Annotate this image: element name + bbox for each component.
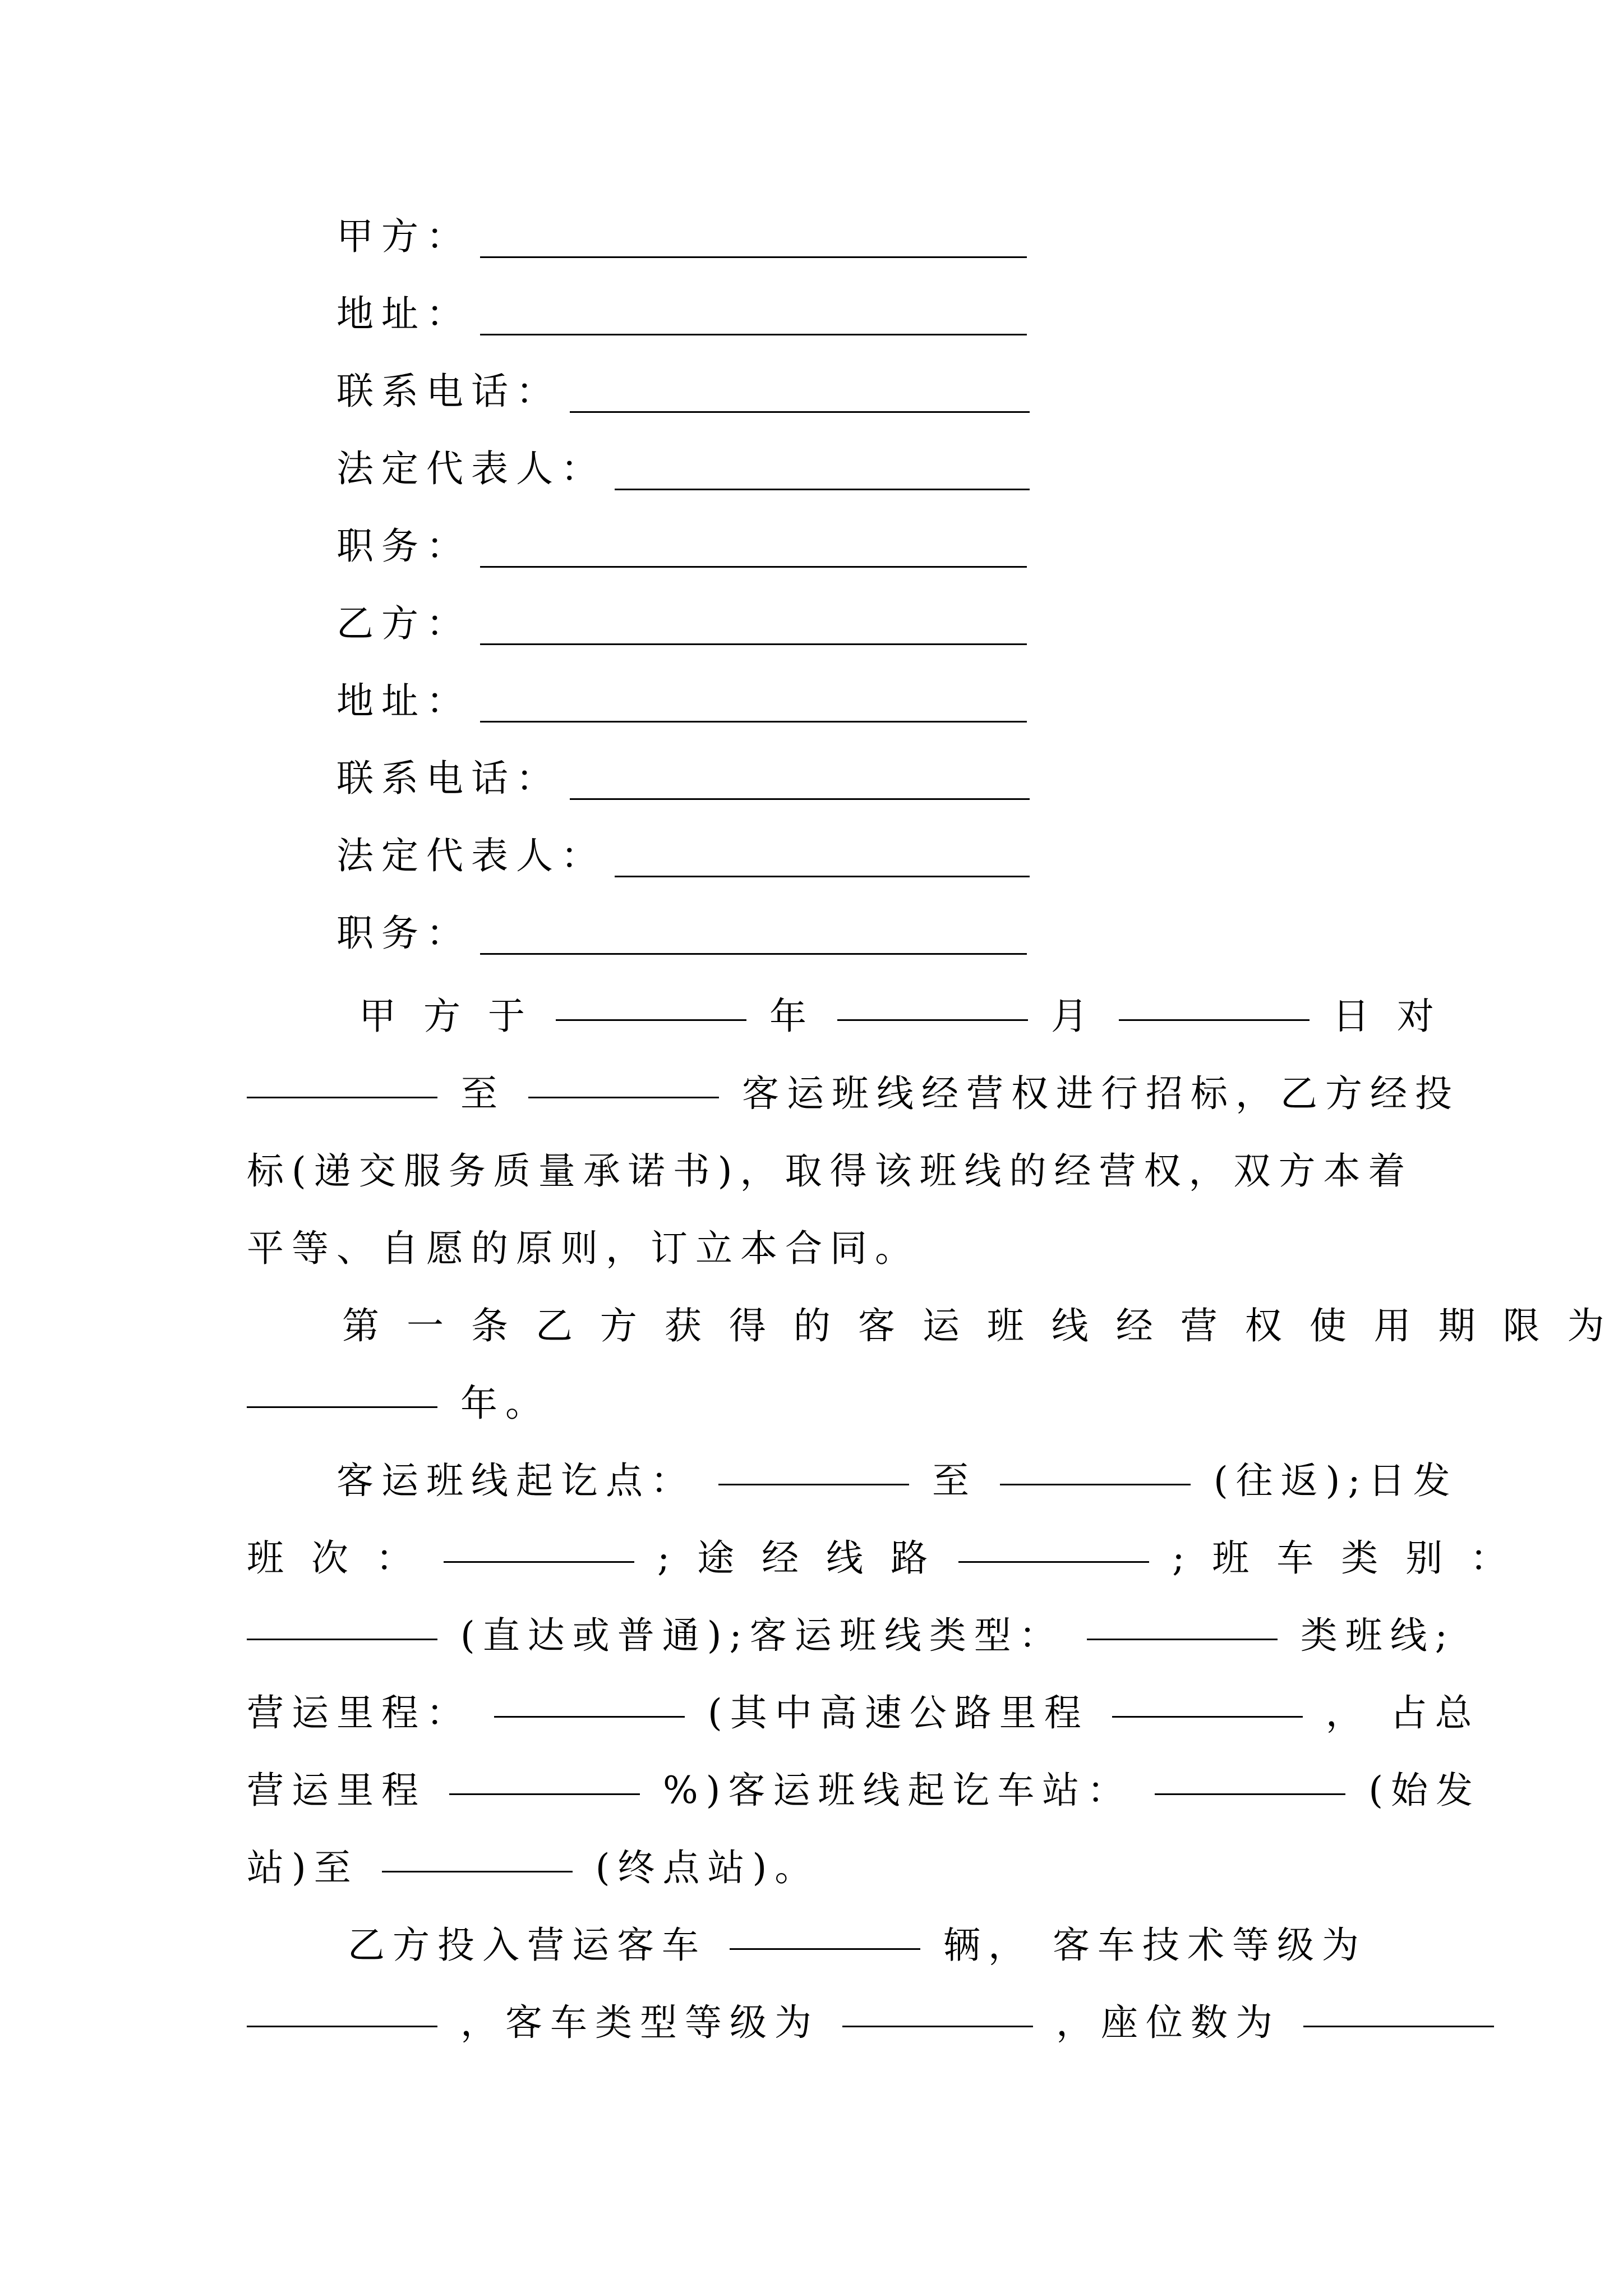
route-text-e: ; 途 经 线 路 <box>657 1536 936 1580</box>
party-b-label: 乙方： <box>336 602 471 645</box>
route-line-5 <box>247 1752 1481 1829</box>
party-a-name-row <box>336 203 1027 270</box>
route-line-3 <box>247 1597 1455 1674</box>
party-b-title-blank[interactable] <box>480 953 1027 955</box>
route-text-a: 客运班线起讫点： <box>336 1459 695 1502</box>
party-b-title-row <box>336 900 1027 967</box>
party-b-name-row <box>336 590 1027 657</box>
party-a-phone-row <box>336 358 1030 425</box>
route-text-k: ， 占总 <box>1325 1691 1480 1734</box>
intro-line-3: 标(递交服务质量承诺书)，取得该班线的经营权，双方本着 <box>247 1149 1413 1193</box>
daily-trips-blank[interactable] <box>444 1561 634 1563</box>
party-b-address-blank[interactable] <box>480 721 1027 723</box>
bus-category-blank[interactable] <box>247 1639 437 1640</box>
vehicle-count-blank[interactable] <box>730 1948 920 1950</box>
party-a-label: 甲方： <box>336 215 471 258</box>
intro-text-a: 甲 方 于 <box>359 995 533 1038</box>
route-line-6 <box>247 1829 1391 1907</box>
type-grade-blank[interactable] <box>842 2026 1033 2027</box>
party-b-name-blank[interactable] <box>480 643 1027 645</box>
route-start-blank[interactable] <box>718 1484 909 1485</box>
route-text-p: (终点站)。 <box>595 1846 820 1889</box>
bid-day-blank[interactable] <box>1119 1019 1310 1021</box>
route-text-m: %)客运班线起讫车站： <box>662 1769 1132 1812</box>
intro-line-2 <box>247 1055 1460 1133</box>
term-years-blank[interactable] <box>247 1406 437 1408</box>
intro-line-4: 平等、自愿的原则，订立本合同。 <box>247 1227 920 1270</box>
intro-text-to: 至 <box>460 1072 505 1115</box>
bid-year-blank[interactable] <box>556 1019 746 1021</box>
origin-station-blank[interactable] <box>1155 1793 1345 1795</box>
vehicle-text-c: ，客车类型等级为 <box>460 2001 819 2044</box>
route-text-d: 班 次 ： <box>247 1536 421 1580</box>
mileage-blank[interactable] <box>494 1716 685 1718</box>
route-text-f: ; 班 车 类 别 ： <box>1172 1536 1515 1580</box>
route-text-o: 站)至 <box>247 1846 359 1889</box>
route-from-blank[interactable] <box>247 1097 437 1098</box>
route-text-c: (往返);日发 <box>1213 1459 1458 1502</box>
route-end-blank[interactable] <box>1000 1484 1191 1485</box>
article1-unit: 年。 <box>460 1382 550 1425</box>
highway-mileage-blank[interactable] <box>1112 1716 1303 1718</box>
party-b-rep-row <box>336 822 1030 890</box>
via-route-blank[interactable] <box>958 1561 1149 1563</box>
party-b-title-label: 职务： <box>336 912 471 955</box>
line-type-blank[interactable] <box>1087 1639 1278 1640</box>
intro-line-1 <box>247 978 1442 1055</box>
intro-text-year: 年 <box>769 995 814 1038</box>
vehicle-text-b: 辆， 客车技术等级为 <box>943 1924 1367 1967</box>
party-a-rep-blank[interactable] <box>615 489 1030 490</box>
party-a-rep-row <box>336 435 1030 503</box>
vehicle-text-d: ，座位数为 <box>1055 2001 1280 2044</box>
intro-text-f: 客运班线经营权进行招标，乙方经投 <box>741 1072 1460 1115</box>
tech-grade-blank[interactable] <box>247 2026 437 2027</box>
party-a-rep-label: 法定代表人： <box>336 447 606 490</box>
vehicle-line-1 <box>247 1907 1391 1984</box>
party-b-phone-label: 联系电话： <box>336 757 561 800</box>
party-b-phone-blank[interactable] <box>570 798 1030 800</box>
route-text-h: 类班线; <box>1300 1614 1455 1657</box>
route-text-l: 营运里程 <box>247 1769 426 1812</box>
party-a-phone-label: 联系电话： <box>336 370 561 413</box>
party-a-phone-blank[interactable] <box>570 411 1030 413</box>
terminal-station-blank[interactable] <box>382 1871 573 1872</box>
route-text-g: (直达或普通);客运班线类型： <box>460 1614 1064 1657</box>
vehicle-line-2 <box>247 1984 1391 2062</box>
party-b-rep-blank[interactable] <box>615 876 1030 877</box>
route-line-4 <box>247 1674 1480 1752</box>
party-a-address-blank[interactable] <box>480 334 1027 335</box>
party-b-rep-label: 法定代表人： <box>336 834 606 877</box>
party-a-title-row <box>336 513 1027 580</box>
party-a-address-label: 地址： <box>336 292 471 335</box>
party-b-phone-row <box>336 745 1030 812</box>
article1-line-1: 第 一 条 乙 方 获 得 的 客 运 班 线 经 营 权 使 用 期 限 为 <box>342 1304 1612 1347</box>
party-b-address-row <box>336 668 1027 735</box>
party-a-address-row <box>336 280 1027 348</box>
intro-text-month: 月 <box>1050 995 1096 1038</box>
article1-line-2 <box>247 1365 1391 1442</box>
party-a-title-label: 职务： <box>336 524 471 568</box>
party-a-name-blank[interactable] <box>480 256 1027 258</box>
route-text-i: 营运里程： <box>247 1691 471 1734</box>
highway-percent-blank[interactable] <box>449 1793 640 1795</box>
party-b-address-label: 地址： <box>336 679 471 723</box>
bid-month-blank[interactable] <box>837 1019 1028 1021</box>
route-to-blank[interactable] <box>528 1097 719 1098</box>
party-a-title-blank[interactable] <box>480 566 1027 568</box>
route-line-1 <box>247 1442 1458 1520</box>
vehicle-text-a: 乙方投入营运客车 <box>348 1924 707 1967</box>
route-line-2 <box>247 1520 1515 1597</box>
route-text-b: 至 <box>932 1459 977 1502</box>
intro-text-day: 日 对 <box>1332 995 1442 1038</box>
route-text-n: (始发 <box>1368 1769 1481 1812</box>
route-text-j: (其中高速公路里程 <box>707 1691 1089 1734</box>
seat-count-blank[interactable] <box>1303 2026 1494 2027</box>
